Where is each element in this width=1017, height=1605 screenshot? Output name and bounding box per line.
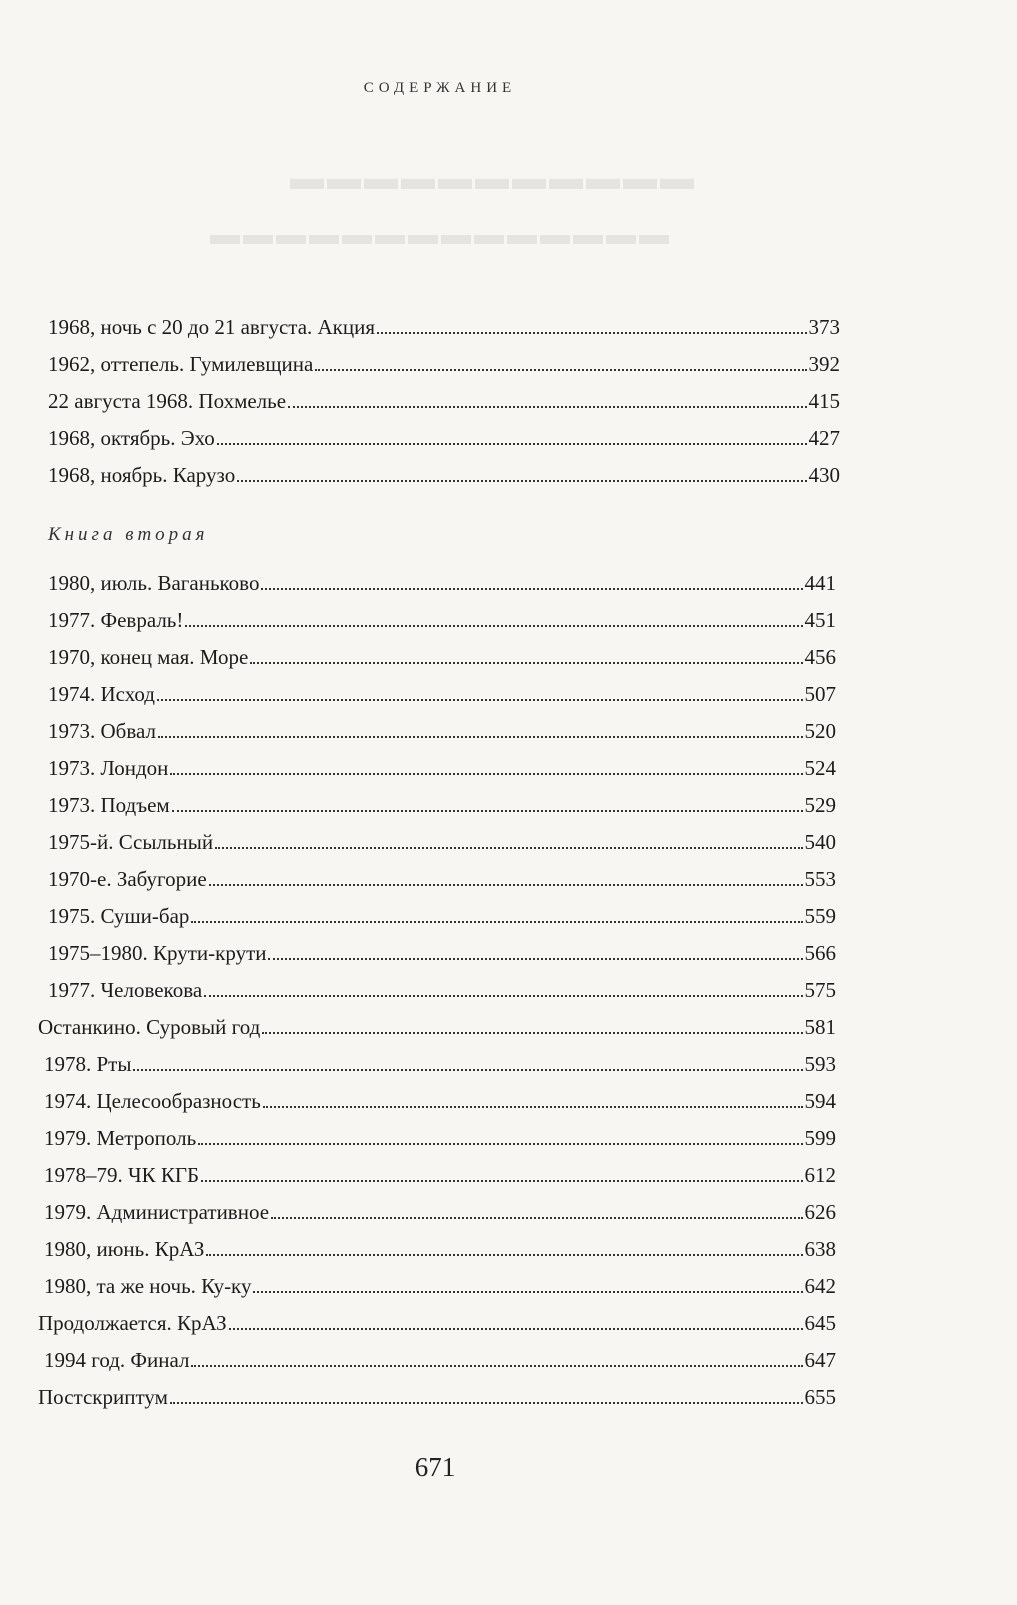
- toc-leader-dots: [201, 1179, 802, 1182]
- toc-entry-page: 642: [804, 1274, 836, 1298]
- toc-leader-dots: [157, 698, 803, 701]
- toc-entry: [44, 1195, 836, 1229]
- toc-entry-page: 427: [808, 426, 840, 450]
- toc-entry: [44, 1232, 836, 1266]
- toc-entry: [38, 1306, 836, 1340]
- toc-entry: [48, 458, 840, 492]
- toc-leader-dots: [268, 957, 802, 960]
- page-header: СОДЕРЖАНИЕ: [363, 80, 517, 96]
- toc-entry-page: 373: [808, 315, 840, 339]
- toc-entry-title: 1980, июнь. КрАЗ: [44, 1237, 205, 1261]
- toc-leader-dots: [170, 772, 802, 775]
- toc-entry-page: 645: [804, 1311, 836, 1335]
- toc-entry-page: 647: [804, 1348, 836, 1372]
- toc-entry-page: 540: [804, 830, 836, 854]
- toc-entry: [44, 1158, 836, 1192]
- toc-entry-title: 1968, ночь с 20 до 21 августа. Акция: [48, 315, 376, 339]
- toc-entry-title: 1975-й. Ссыльный: [48, 830, 214, 854]
- toc-entry-title: 1973. Лондон: [48, 756, 169, 780]
- toc-entry-page: 638: [804, 1237, 836, 1261]
- toc-entry-title: 22 августа 1968. Похмелье: [48, 389, 287, 413]
- toc-entry-title: Продолжается. КрАЗ: [38, 1311, 227, 1335]
- toc-entry-page: 441: [804, 571, 836, 595]
- toc-entry: [48, 384, 840, 418]
- bleed-through-decoration: ▬▬▬▬▬▬▬▬▬▬▬: [290, 160, 697, 197]
- toc-leader-dots: [288, 405, 806, 408]
- toc-entry-title: 1980, июль. Ваганьково: [48, 571, 260, 595]
- toc-leader-dots: [206, 1253, 802, 1256]
- toc-entry-page: 529: [804, 793, 836, 817]
- toc-entry-title: 1974. Исход: [48, 682, 155, 706]
- toc-entry: [48, 310, 840, 344]
- toc-leader-dots: [204, 994, 802, 997]
- page-number: 671: [414, 1452, 456, 1482]
- toc-entry: [44, 1269, 836, 1303]
- toc-leader-dots: [377, 331, 806, 334]
- toc-leader-dots: [250, 661, 802, 664]
- toc-leader-dots: [172, 809, 803, 812]
- toc-entry: [38, 1010, 836, 1044]
- toc-entry-page: 507: [804, 682, 836, 706]
- toc-entry: [44, 1121, 836, 1155]
- toc-entry: [48, 899, 836, 933]
- toc-entry: [44, 1343, 836, 1377]
- toc-leader-dots: [215, 846, 802, 849]
- toc-entry: [48, 347, 840, 381]
- toc-leader-dots: [209, 883, 803, 886]
- toc-entry-title: 1973. Обвал: [48, 719, 156, 743]
- toc-leader-dots: [191, 1364, 802, 1367]
- toc-entry: [48, 421, 840, 455]
- toc-entry-title: 1975. Суши-бар: [48, 904, 190, 928]
- toc-entry: [48, 751, 836, 785]
- toc-entry-title: Останкино. Суровый год: [38, 1015, 261, 1039]
- toc-entry-page: 599: [804, 1126, 836, 1150]
- toc-entry-title: 1968, октябрь. Эхо: [48, 426, 215, 450]
- toc-entry-title: 1977. Человекова: [48, 978, 203, 1002]
- toc-entry-page: 524: [804, 756, 836, 780]
- toc-leader-dots: [237, 479, 806, 482]
- toc-leader-dots: [262, 1031, 802, 1034]
- toc-entry: [48, 973, 836, 1007]
- toc-entry-page: 392: [808, 352, 840, 376]
- toc-leader-dots: [191, 920, 802, 923]
- toc-leader-dots: [253, 1290, 802, 1293]
- toc-entry-title: 1978–79. ЧК КГБ: [44, 1163, 200, 1187]
- toc-entry-title: 1977. Февраль!: [48, 608, 184, 632]
- toc-leader-dots: [229, 1327, 803, 1330]
- toc-entry-page: 559: [804, 904, 836, 928]
- toc-leader-dots: [185, 624, 802, 627]
- toc-entry: [48, 862, 836, 896]
- toc-leader-dots: [261, 587, 802, 590]
- toc-entry-page: 655: [804, 1385, 836, 1409]
- toc-entry-page: 553: [804, 867, 836, 891]
- toc-entry-title: 1979. Метрополь: [44, 1126, 197, 1150]
- toc-entry-title: 1968, ноябрь. Карузо: [48, 463, 236, 487]
- toc-entry: [38, 1380, 836, 1414]
- toc-entry: [48, 677, 836, 711]
- toc-entry-page: 594: [804, 1089, 836, 1113]
- toc-entry-page: 575: [804, 978, 836, 1002]
- toc-entry-title: 1970, конец мая. Море: [48, 645, 249, 669]
- toc-leader-dots: [170, 1401, 803, 1404]
- toc-entry-page: 520: [804, 719, 836, 743]
- toc-entry-page: 566: [804, 941, 836, 965]
- toc-leader-dots: [133, 1068, 802, 1071]
- toc-leader-dots: [271, 1216, 802, 1219]
- toc-entry-page: 456: [804, 645, 836, 669]
- toc-entry: [48, 825, 836, 859]
- toc-entry-title: 1970-е. Забугорие: [48, 867, 207, 891]
- toc-entry-title: 1974. Целесообразность: [44, 1089, 261, 1113]
- toc-entry: [48, 640, 836, 674]
- toc-leader-dots: [315, 368, 806, 371]
- toc-entry: [44, 1047, 836, 1081]
- toc-leader-dots: [263, 1105, 803, 1108]
- toc-entry-page: 626: [804, 1200, 836, 1224]
- toc-entry: [48, 603, 836, 637]
- toc-entry-title: 1978. Рты: [44, 1052, 132, 1076]
- toc-entry-title: 1979. Административное: [44, 1200, 270, 1224]
- toc-entry-title: 1975–1980. Крути-крути: [48, 941, 267, 965]
- section-title: Книга вторая: [48, 524, 209, 545]
- toc-entry-title: 1980, та же ночь. Ку-ку: [44, 1274, 252, 1298]
- toc-entry-page: 593: [804, 1052, 836, 1076]
- toc-entry: [44, 1084, 836, 1118]
- toc-entry: [48, 714, 836, 748]
- toc-leader-dots: [217, 442, 807, 445]
- toc-entry-title: 1973. Подъем: [48, 793, 170, 817]
- toc-entry-page: 430: [808, 463, 840, 487]
- toc-entry-page: 581: [804, 1015, 836, 1039]
- toc-entry-page: 612: [804, 1163, 836, 1187]
- toc-leader-dots: [198, 1142, 802, 1145]
- toc-entry: [48, 566, 836, 600]
- bleed-through-decoration: ▬▬▬▬▬▬▬▬▬▬▬▬▬▬: [210, 218, 672, 251]
- toc-entry-page: 415: [808, 389, 840, 413]
- toc-entry: [48, 788, 836, 822]
- toc-entry-page: 451: [804, 608, 836, 632]
- toc-leader-dots: [158, 735, 803, 738]
- toc-entry-title: 1994 год. Финал: [44, 1348, 190, 1372]
- toc-entry-title: Постскриптум: [38, 1385, 168, 1409]
- toc-entry-title: 1962, оттепель. Гумилевщина: [48, 352, 314, 376]
- toc-entry: [48, 936, 836, 970]
